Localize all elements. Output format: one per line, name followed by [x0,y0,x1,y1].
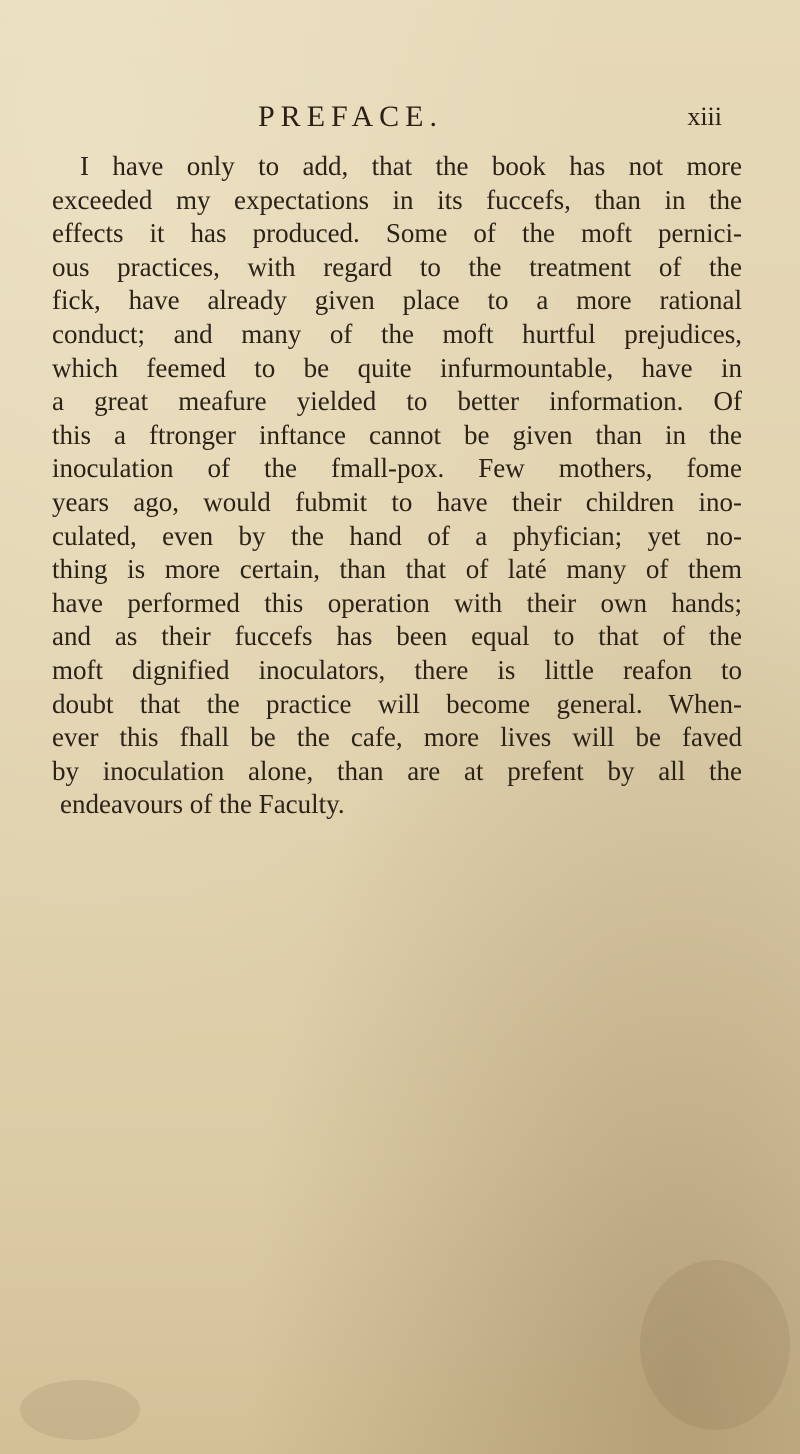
text-line: which feemed to be quite infurmountable, have in [52,352,742,383]
text-line: moft dignified inoculators, there is little reafon to [52,654,742,685]
text-line: conduct; and many of the moft hurtful prejudices, [52,318,742,349]
text-line: a great meafure yielded to better information. Of [52,386,742,417]
text-line: this a ftronger inftance cannot be given than in the [52,419,742,450]
paper-stain [20,1380,140,1440]
text-line: ous practices, with regard to the treatment of the [52,251,742,282]
running-title: PREFACE. [258,100,443,133]
text-line: doubt that the practice will become general. When- [52,688,742,719]
text-line: I have only to add, that the book has not more [80,151,742,181]
text-line: years ago, would fubmit to have their children ino- [52,486,742,517]
paragraph [52,150,742,822]
text-line: ever this fhall be the cafe, more lives will be faved [52,722,742,753]
page-number: xiii [687,102,722,131]
text-line: fick, have already given place to a more rational [52,285,742,316]
text-line: culated, even by the hand of a phyfician; yet no- [52,520,742,551]
text-line-last: endeavours of the Faculty. [60,789,345,820]
running-head [0,100,800,140]
text-line: effects it has produced. Some of the moft pernici- [52,218,742,249]
text-line: have performed this operation with their own hands; [52,587,742,618]
text-line: and as their fuccefs has been equal to that of the [52,621,742,652]
paper-stain [640,1260,790,1430]
text-line: inoculation of the fmall-pox. Few mothers, fome [52,453,742,484]
text-line: thing is more certain, than that of laté many of them [52,554,742,585]
text-line: by inoculation alone, than are at prefent by all the [52,755,742,786]
text-line: exceeded my expectations in its fuccefs, than in the [52,184,742,215]
